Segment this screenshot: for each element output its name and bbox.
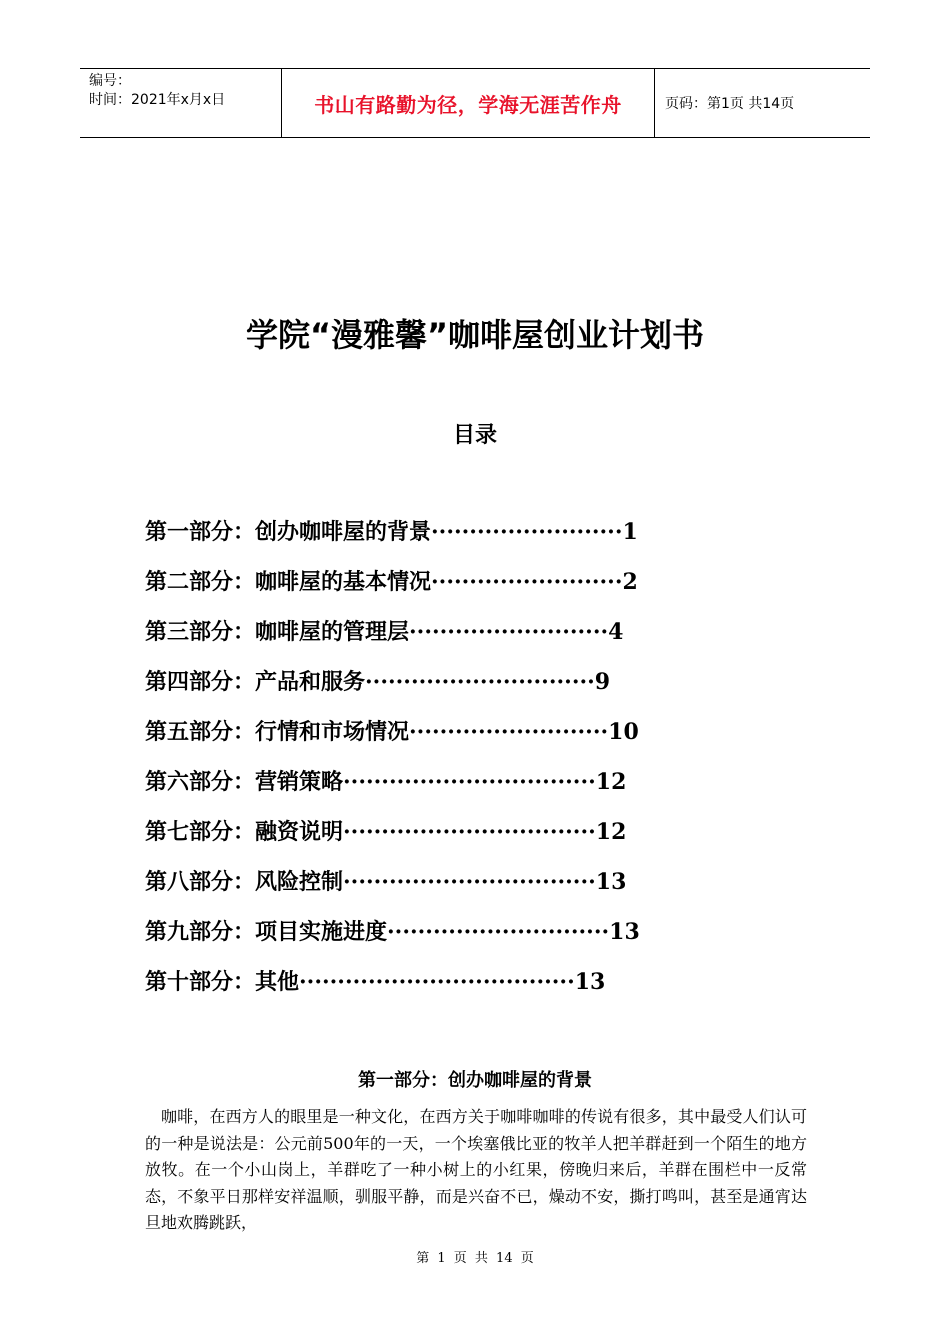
toc-entry-leader: ································· <box>343 819 596 845</box>
header-page-info: 页码：第1页 共14页 <box>665 96 795 112</box>
document-title: 学院“漫雅馨”咖啡屋创业计划书 <box>245 316 705 354</box>
table-of-contents <box>145 513 845 1013</box>
section-heading: 第一部分：创办咖啡屋的背景 <box>358 1070 592 1091</box>
toc-entry-leader: ·························· <box>409 719 609 745</box>
toc-entry[interactable] <box>145 563 845 613</box>
toc-entry-page: 2 <box>622 569 638 595</box>
toc-entry-label: 第三部分：咖啡屋的管理层 <box>145 620 410 645</box>
toc-entry-label: 第十部分：其他 <box>145 970 300 995</box>
page-footer: 第 1 页 共 14 页 <box>416 1251 534 1266</box>
toc-entry-page: 1 <box>622 519 638 545</box>
toc-entry[interactable] <box>145 963 845 1013</box>
toc-entry[interactable] <box>145 813 845 863</box>
toc-entry-leader: ······························ <box>365 669 595 695</box>
toc-entry-page: 9 <box>594 669 611 695</box>
toc-entry[interactable] <box>145 613 845 663</box>
toc-entry-leader: ························· <box>431 569 623 595</box>
toc-entry-label: 第七部分：融资说明 <box>145 820 344 845</box>
toc-entry-leader: ································· <box>343 769 596 795</box>
toc-entry-page: 12 <box>595 769 627 795</box>
toc-entry-leader: ·························· <box>409 619 609 645</box>
toc-entry-page: 4 <box>608 619 624 645</box>
toc-entry-label: 第六部分：营销策略 <box>145 770 344 795</box>
toc-entry-label: 第一部分：创办咖啡屋的背景 <box>145 520 432 545</box>
section-paragraph: 咖啡，在西方人的眼里是一种文化，在西方关于咖啡咖啡的传说有很多，其中最受人们认可的一种是说法是：公元前500年的一天，一个埃塞俄比亚的牧羊人把羊群赶到一个陌生的地方放牧。在一个小山岗上，羊群吃了一种小树上的小红果，傍晚归来后，羊群在围栏中一反常态，不象平日那样安祥温顺，驯服平静，而是兴奋不已，燥动不安，撕打鸣叫，甚至是通宵达旦地欢腾跳跃， <box>145 1107 807 1232</box>
header-number-label: 编号： <box>89 73 131 89</box>
toc-entry-leader: ···································· <box>299 969 575 995</box>
toc-entry-label: 第四部分：产品和服务 <box>145 670 366 695</box>
toc-entry-leader: ································· <box>343 869 596 895</box>
header-meta <box>80 69 281 137</box>
toc-entry-page: 10 <box>608 719 639 745</box>
toc-entry[interactable] <box>145 713 845 763</box>
toc-entry-page: 12 <box>595 819 627 845</box>
header-motto: 书山有路勤为径，学海无涯苦作舟 <box>281 69 655 137</box>
toc-entry-leader: ····························· <box>387 919 610 945</box>
toc-entry-page: 13 <box>595 869 627 895</box>
toc-entry-label: 第八部分：风险控制 <box>145 870 344 895</box>
toc-entry-page: 13 <box>574 969 606 995</box>
toc-entry[interactable] <box>145 663 845 713</box>
toc-entry[interactable] <box>145 513 845 563</box>
toc-entry[interactable] <box>145 863 845 913</box>
toc-entry-label: 第五部分：行情和市场情况 <box>145 720 410 745</box>
page-header <box>80 68 870 138</box>
toc-heading: 目录 <box>452 423 497 448</box>
toc-entry[interactable] <box>145 763 845 813</box>
toc-entry-page: 13 <box>609 919 640 945</box>
toc-entry[interactable] <box>145 913 845 963</box>
header-time-label: 时间：2021年x月x日 <box>89 92 226 108</box>
toc-entry-leader: ························· <box>431 519 623 545</box>
toc-entry-label: 第二部分：咖啡屋的基本情况 <box>145 570 432 595</box>
toc-entry-label: 第九部分：项目实施进度 <box>145 920 388 945</box>
